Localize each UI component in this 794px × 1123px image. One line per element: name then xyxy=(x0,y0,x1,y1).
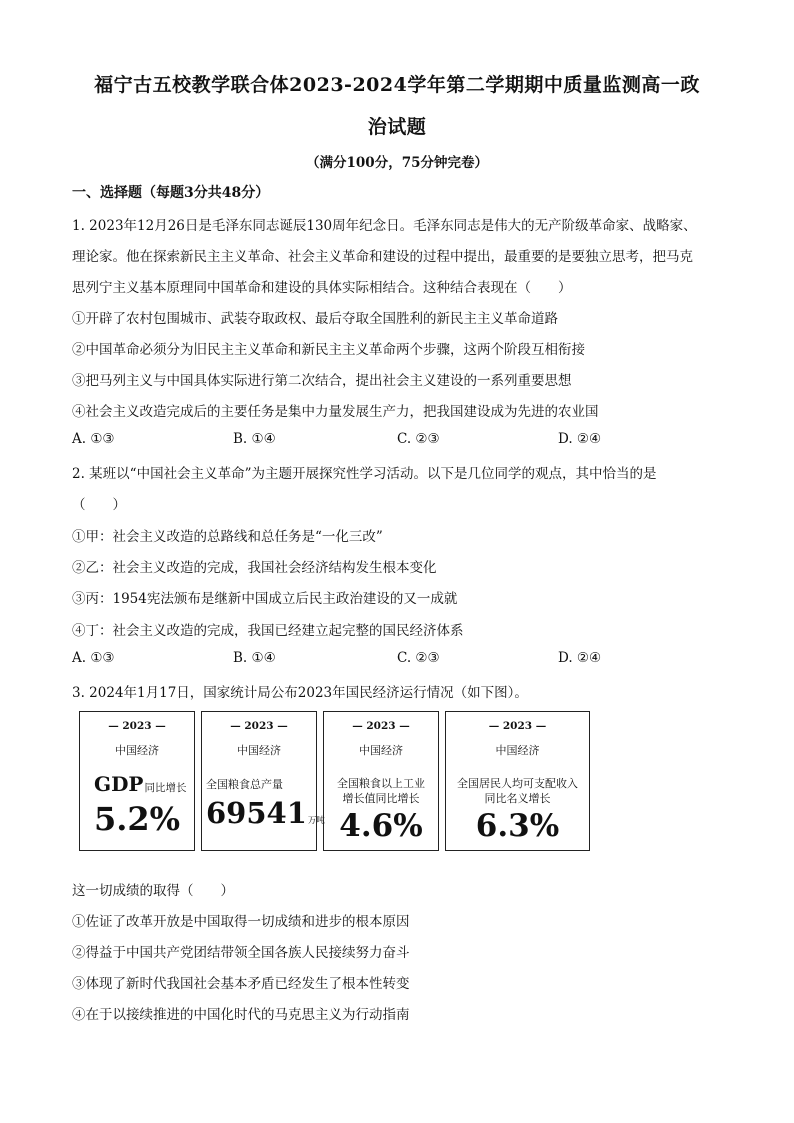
gdp-label: GDP xyxy=(94,772,144,796)
exam-title-line2: 治试题 xyxy=(367,116,427,138)
q1-item-1: ①开辟了农村包围城市、武装夺取政权、最后夺取全国胜利的新民主主义革命道路 xyxy=(72,311,558,327)
q2-option-b: B. ①④ xyxy=(233,650,276,666)
card-year: — 2023 — xyxy=(488,720,547,732)
section-heading: 一、选择题（每题3分共48分） xyxy=(72,185,270,201)
card-year: — 2023 — xyxy=(230,720,288,732)
card-label-economy: 中国经济 xyxy=(237,744,281,757)
q1-item-3: ③把马列主义与中国具体实际进行第二次结合，提出社会主义建设的一系列重要思想 xyxy=(72,373,572,389)
q1-line-2: 理论家。他在探索新民主主义革命、社会主义革命和建设的过程中提出，最重要的是要独立思考，把马克 xyxy=(72,249,693,265)
q3-item-4: ④在于以接续推进的中国化时代的马克思主义为行动指南 xyxy=(72,1007,410,1023)
industry-value: 4.6% xyxy=(339,808,423,844)
q3-item-3: ③体现了新时代我国社会基本矛盾已经发生了根本性转变 xyxy=(72,976,410,992)
q3-item-2: ②得益于中国共产党团结带领全国各族人民接续努力奋斗 xyxy=(72,945,410,961)
q2-item-4: ④丁：社会主义改造的完成，我国已经建立起完整的国民经济体系 xyxy=(72,623,464,639)
q1-option-b: B. ①④ xyxy=(233,431,276,447)
q2-option-c: C. ②③ xyxy=(397,650,440,666)
q1-line-1: 1. 2023年12月26日是毛泽东同志诞辰130周年纪念日。毛泽东同志是伟大的无产阶级革命家、战略家、 xyxy=(72,218,697,234)
grain-value-row xyxy=(206,796,325,830)
q1-option-c: C. ②③ xyxy=(397,431,440,447)
card-label-economy: 中国经济 xyxy=(359,744,403,757)
income-label-line2: 同比名义增长 xyxy=(484,792,551,805)
industry-label-line2: 增长值同比增长 xyxy=(342,792,420,805)
q2-item-2: ②乙：社会主义改造的完成，我国社会经济结构发生根本变化 xyxy=(72,560,437,576)
income-value: 6.3% xyxy=(475,808,560,844)
exam-title-line1: 福宁古五校教学联合体2023-2024学年第二学期期中质量监测高一政 xyxy=(94,74,700,96)
gdp-label-row xyxy=(94,772,186,796)
q3-stem: 这一切成绩的取得（ ） xyxy=(72,883,234,899)
gdp-growth-label: 同比增长 xyxy=(144,782,187,794)
grain-label: 全国粮食总产量 xyxy=(206,778,283,791)
stat-card-gdp xyxy=(79,711,195,851)
q1-item-4: ④社会主义改造完成后的主要任务是集中力量发展生产力，把我国建设成为先进的农业国 xyxy=(72,404,599,420)
q2-item-3: ③丙：1954宪法颁布是继新中国成立后民主政治建设的又一成就 xyxy=(72,591,458,607)
card-label-economy: 中国经济 xyxy=(115,744,159,757)
grain-value: 69541 xyxy=(206,796,307,830)
stat-card-income xyxy=(445,711,590,851)
stat-card-industry xyxy=(323,711,439,851)
q2-item-1: ①甲：社会主义改造的总路线和总任务是“一化三改” xyxy=(72,529,383,545)
q1-line-3: 思列宁主义基本原理同中国革命和建设的具体实际相结合。这种结合表现在（ ） xyxy=(72,280,572,296)
income-label-line1: 全国居民人均可支配收入 xyxy=(457,777,578,790)
card-year: — 2023 — xyxy=(352,720,410,732)
q1-option-d: D. ②④ xyxy=(558,431,602,447)
gdp-value: 5.2% xyxy=(94,800,181,838)
exam-subtitle: （满分100分，75分钟完卷） xyxy=(306,155,488,171)
q2-option-d: D. ②④ xyxy=(558,650,602,666)
q3-item-1: ①佐证了改革开放是中国取得一切成绩和进步的根本原因 xyxy=(72,914,410,930)
card-year: — 2023 — xyxy=(108,720,166,732)
q1-item-2: ②中国革命必须分为旧民主主义革命和新民主主义革命两个步骤，这两个阶段互相衔接 xyxy=(72,342,585,358)
grain-unit: 万吨 xyxy=(307,816,325,826)
card-label-economy: 中国经济 xyxy=(495,744,540,757)
q2-line-2: （ ） xyxy=(72,497,126,513)
stat-card-grain xyxy=(201,711,325,851)
q3-intro: 3. 2024年1月17日，国家统计局公布2023年国民经济运行情况（如下图）。 xyxy=(72,685,528,701)
q2-line-1: 2. 某班以“中国社会主义革命”为主题开展探究性学习活动。以下是几位同学的观点，其中恰当的是 xyxy=(72,466,657,482)
q2-option-a: A. ①③ xyxy=(72,650,115,666)
industry-label-line1: 全国粮食以上工业 xyxy=(337,777,425,790)
q1-option-a: A. ①③ xyxy=(72,431,115,447)
